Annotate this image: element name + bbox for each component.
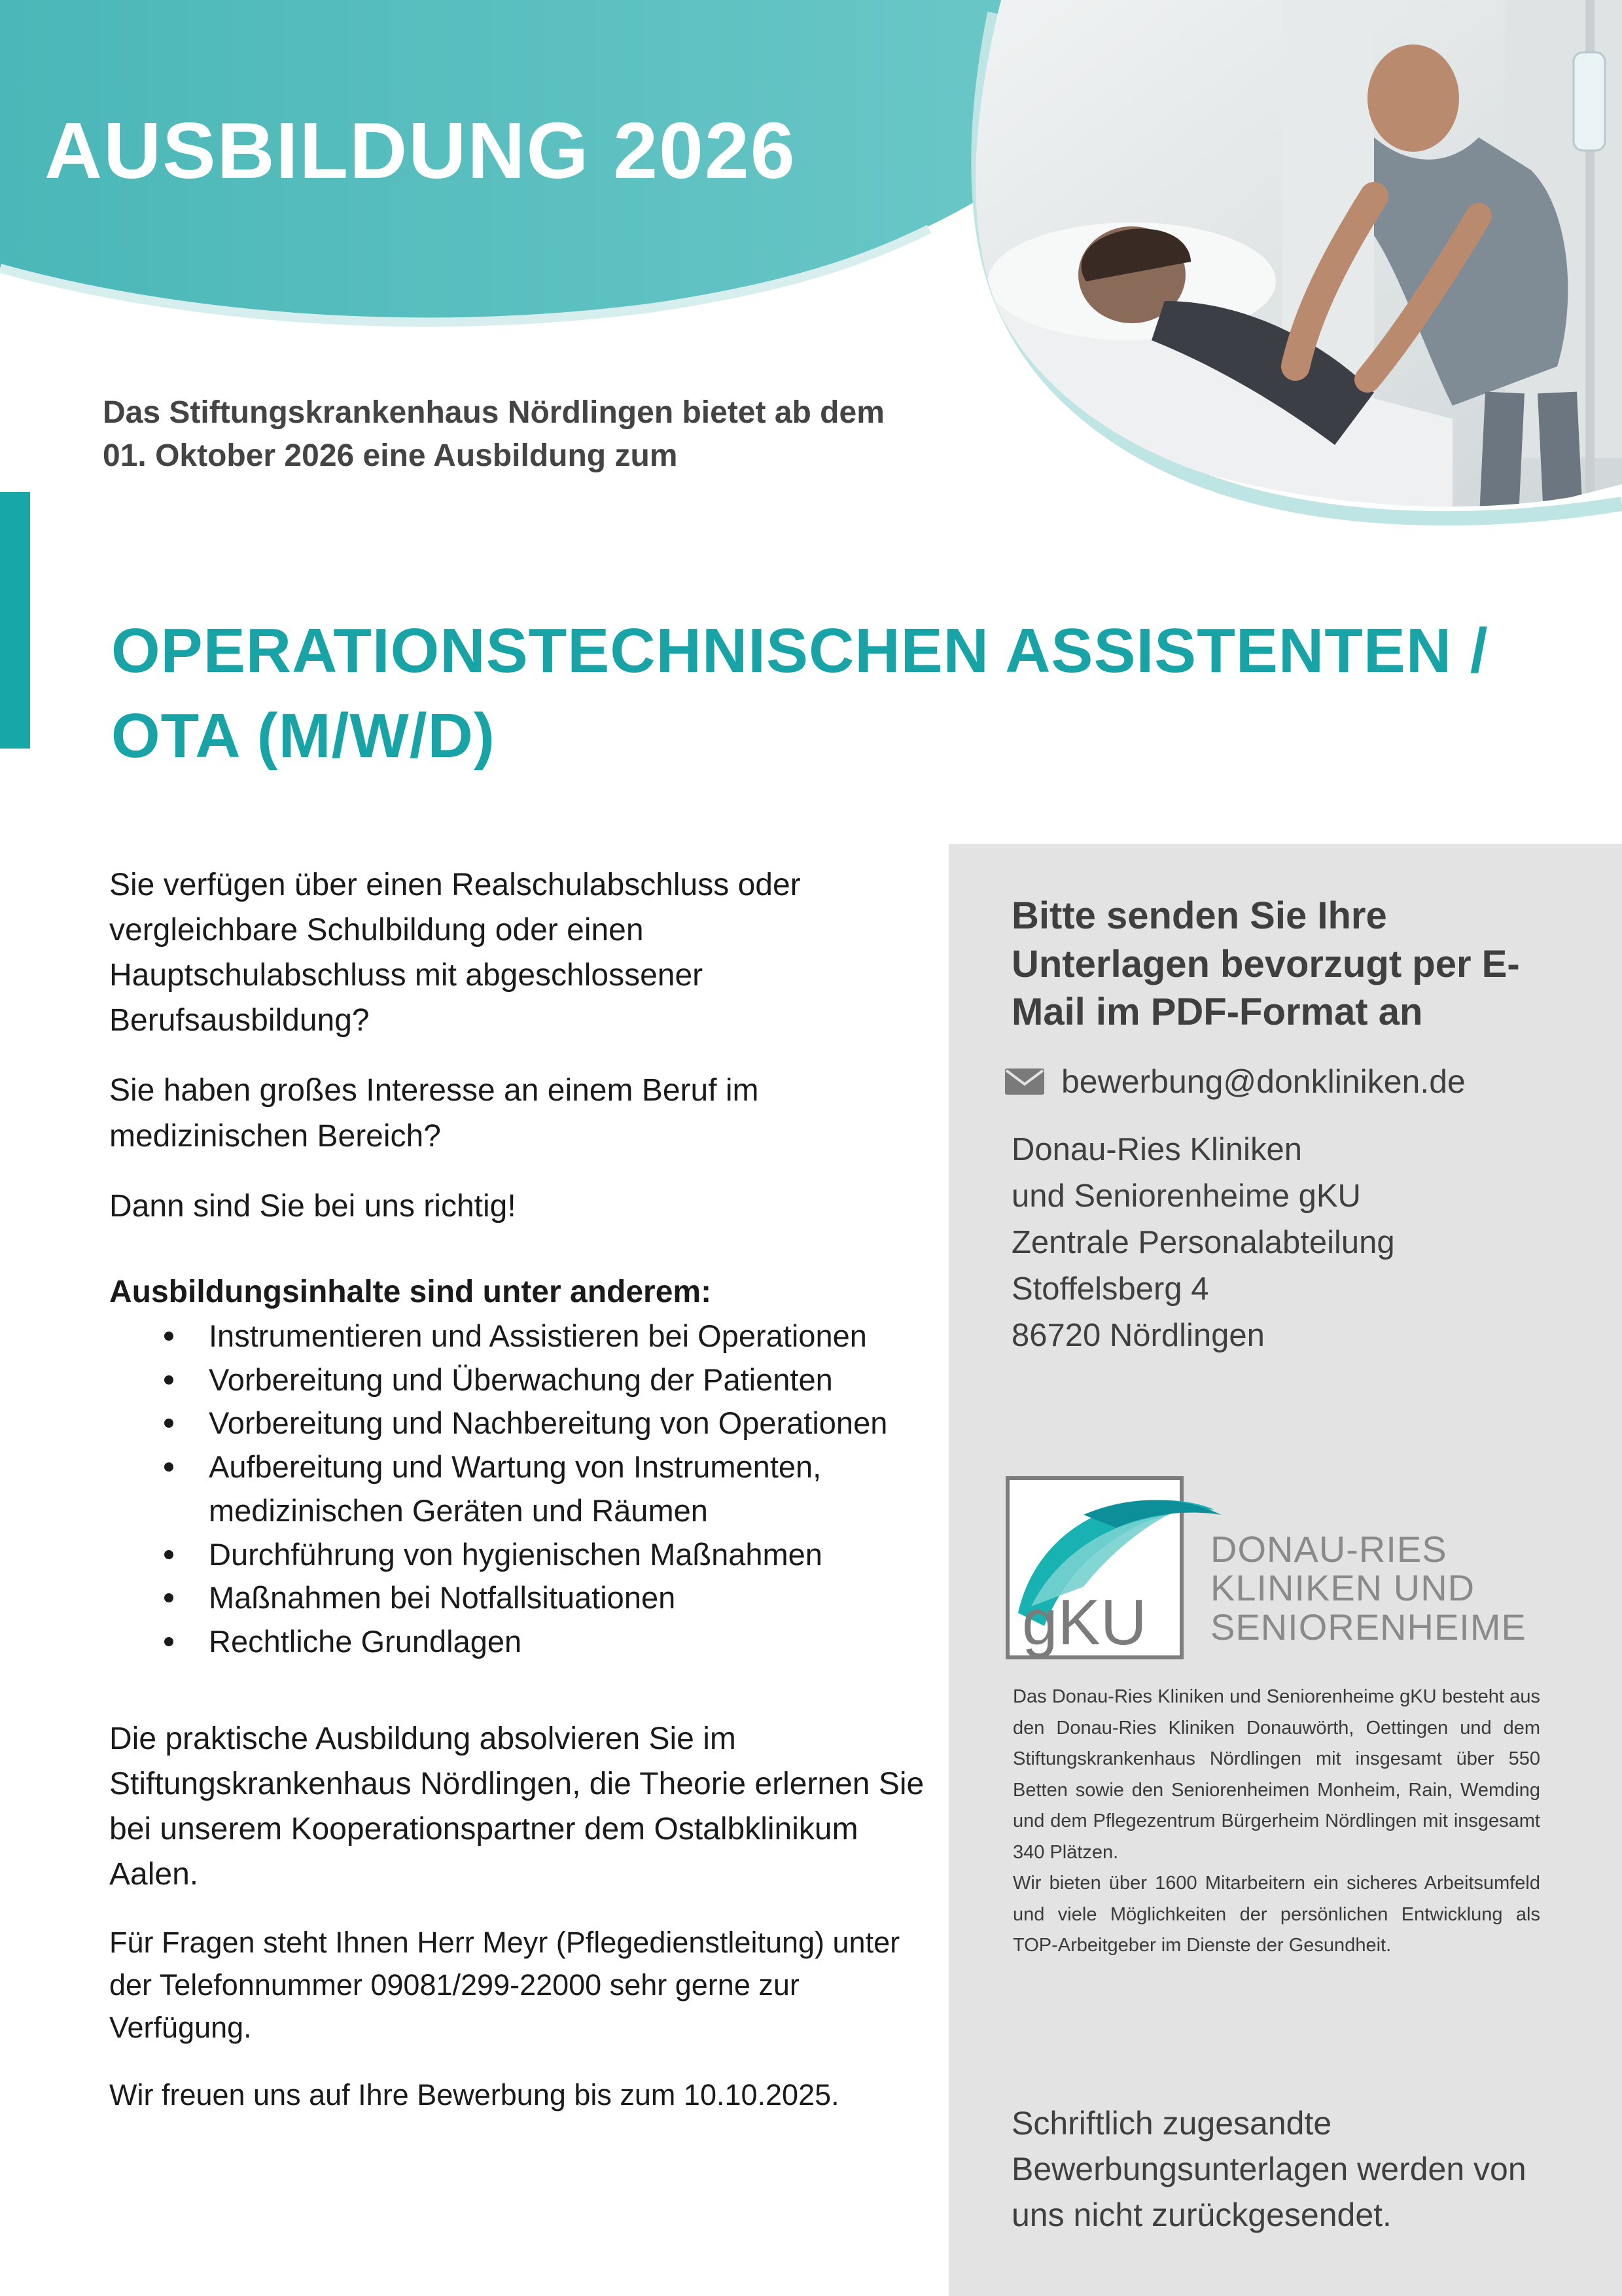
logo-wordmark [1210, 1530, 1526, 1646]
email-row[interactable] [1005, 1059, 1466, 1104]
address-line: Stoffelsberg 4 [1012, 1271, 1209, 1307]
training-list [109, 1315, 934, 1664]
logo-line: KLINIKEN UND [1210, 1567, 1475, 1609]
practical-training-text: Die praktische Ausbildung absolvieren Sie im Stiftungskrankenhaus Nördlingen, die Theorie erlernen Sie bei unserem Kooperationspartner dem Ostalbklinikum Aalen. [109, 1721, 925, 1892]
logo-line: DONAU-RIES [1210, 1528, 1447, 1570]
list-item: Aufbereitung und Wartung von Instrumenten, medizinischen Geräten und Räumen [109, 1445, 934, 1532]
postal-address [1012, 1127, 1395, 1359]
about-text [1013, 1682, 1540, 1962]
requirement-text: Sie verfügen über einen Realschulabschluss oder vergleichbare Schulbildung oder einen Hauptschulabschluss mit abgeschlossener Berufsausbildung? [109, 868, 801, 1038]
list-item: Instrumentieren und Assistieren bei Operationen [109, 1315, 934, 1358]
mail-icon [1005, 1069, 1044, 1095]
questions-text: Für Fragen steht Ihnen Herr Meyr (Pflegedienstleitung) unter der Telefonnummer 09081/299-22000 sehr gerne zur Verfügung. [109, 1926, 900, 2044]
right-here-text: Dann sind Sie bei uns richtig! [109, 1188, 516, 1224]
job-title-line-2: OTA (M/W/D) [111, 700, 495, 771]
closing-text: Wir freuen uns auf Ihre Bewerbung bis zum 10.10.2025. [109, 2077, 839, 2111]
address-line: und Seniorenheime gKU [1012, 1178, 1361, 1214]
nurse-patient-photo [916, 0, 1622, 530]
list-item: Vorbereitung und Nachbereitung von Operationen [109, 1402, 934, 1445]
list-item: Vorbereitung und Überwachung der Patienten [109, 1358, 934, 1402]
list-item: Durchführung von hygienischen Maßnahmen [109, 1533, 934, 1577]
logo-mark: gKU [1022, 1586, 1147, 1658]
interest-text: Sie haben großes Interesse an einem Beruf im medizinischen Bereich? [109, 1073, 759, 1154]
address-line: Donau-Ries Kliniken [1012, 1132, 1302, 1167]
address-line: Zentrale Personalabteilung [1012, 1225, 1395, 1261]
intro-text [103, 391, 986, 478]
logo-line: SENIORENHEIME [1210, 1606, 1526, 1648]
left-column [109, 862, 934, 2116]
job-title [111, 609, 1551, 778]
list-item: Maßnahmen bei Notfallsituationen [109, 1576, 934, 1620]
side-accent-bar [0, 492, 30, 749]
intro-line-2: 01. Oktober 2026 eine Ausbildung zum [103, 438, 678, 474]
page-title: AUSBILDUNG 2026 [44, 106, 796, 195]
returns-note: Schriftlich zugesandte Bewerbungsunterlagen werden von uns nicht zurückgesendet. [1012, 2105, 1526, 2233]
email-link[interactable]: bewerbung@donkliniken.de [1061, 1063, 1466, 1100]
intro-line-1: Das Stiftungskrankenhaus Nördlingen bietet ab dem [103, 395, 885, 430]
about-paragraph: Das Donau-Ries Kliniken und Seniorenheime gKU besteht aus den Donau-Ries Kliniken Donauwörth, Oettingen und dem Stiftungskrankenhaus Nördlingen mit insgesamt über 550 Betten sowie den Seniorenheimen Monheim, Rain, Wemding und dem Pflegezentrum Bürgerheim Nördlingen mit insgesamt 340 Plätzen. [1013, 1686, 1540, 1863]
list-item: Rechtliche Grundlagen [109, 1620, 934, 1664]
about-paragraph: Wir bieten über 1600 Mitarbeitern ein sicheres Arbeitsumfeld und viele Möglichkeiten der persönlichen Entwicklung als TOP-Arbeitgeber im Dienste der Gesundheit. [1013, 1873, 1540, 1956]
send-heading: Bitte senden Sie Ihre Unterlagen bevorzugt per E-Mail im PDF-Format an [1012, 894, 1520, 1034]
address-line: 86720 Nördlingen [1012, 1318, 1265, 1354]
training-heading: Ausbildungsinhalte sind unter anderem: [109, 1274, 712, 1309]
job-title-line-1: OPERATIONSTECHNISCHEN ASSISTENTEN / [111, 616, 1489, 686]
